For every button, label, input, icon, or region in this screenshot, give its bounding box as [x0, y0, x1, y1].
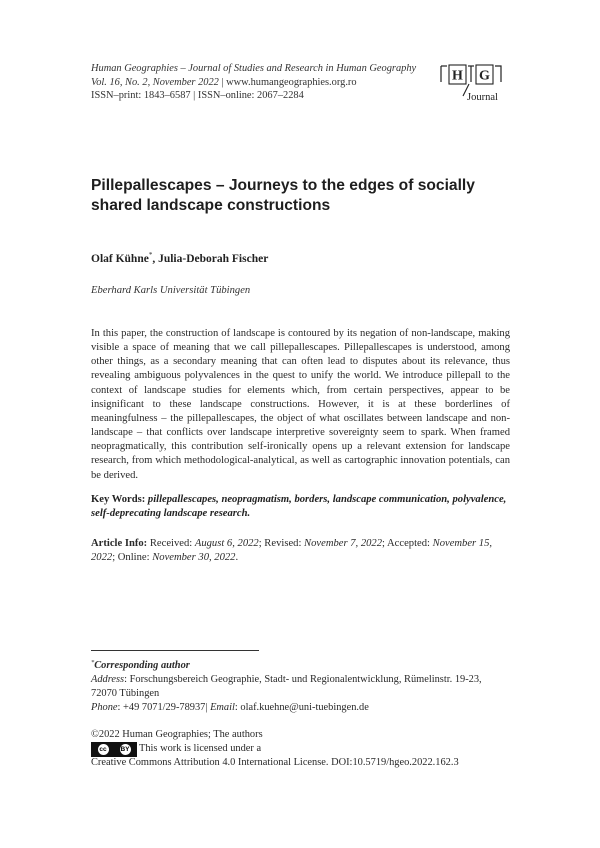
received-date: August 6, 2022	[194, 538, 259, 549]
online-date: November 30, 2022	[152, 552, 236, 564]
journal-name: Human Geographies – Journal of Studies and Research in Human Geography	[91, 63, 417, 74]
phone-value: : +49 7071/29-78937|	[117, 702, 211, 714]
author-name: Julia-Deborah Fischer	[158, 253, 269, 265]
cc-logo-icon: cc	[99, 745, 107, 753]
cc-by-badge-icon[interactable]	[91, 742, 137, 757]
logo-letter-h: H	[452, 68, 463, 84]
footnote-divider	[91, 650, 259, 651]
hg-journal-logo	[438, 62, 504, 104]
corresponding-mark: *	[148, 251, 153, 259]
address-line	[91, 673, 510, 701]
address-label: Address	[91, 674, 125, 686]
phone-label: Phone	[91, 702, 118, 714]
license-line[interactable]: Creative Commons Attribution 4.0 International License. DOI:10.5719/hgeo.2022.162.3	[91, 757, 459, 769]
affiliation: Eberhard Karls Universität Tübingen	[91, 285, 251, 296]
journal-header	[91, 62, 431, 103]
license-block	[91, 728, 521, 770]
article-info	[91, 537, 510, 565]
corresponding-author-label: Corresponding author	[94, 660, 190, 671]
volume-issue: Vol. 16, No. 2, November 2022	[91, 76, 219, 88]
keywords	[91, 493, 510, 521]
keywords-list: pillepallescapes, neopragmatism, borders, landscape communication, polyvalence, self-deprecating landscape research.	[91, 494, 507, 520]
author-list	[91, 251, 268, 265]
cc-badge-body	[92, 743, 136, 756]
licensed-text: This work is licensed under a	[139, 743, 262, 755]
article-info-label: Article Info:	[91, 538, 148, 549]
email-label: Email	[210, 702, 235, 714]
by-attribution-icon: BY	[120, 745, 130, 753]
revised-date: November 7, 2022	[304, 538, 383, 549]
volume-line: Vol. 16, No. 2, November 2022 | www.humangeographies.org.ro	[91, 76, 357, 88]
keywords-label: Key Words:	[91, 494, 146, 505]
journal-website-link[interactable]: www.humangeographies.org.ro	[226, 76, 357, 88]
article-info-end: .	[235, 552, 239, 564]
accepted-date: November 15, 2022	[91, 538, 493, 564]
contact-line	[91, 701, 510, 715]
article-title: Pillepallescapes – Journeys to the edges of socially shared landscape constructions	[91, 177, 475, 214]
email-link[interactable]: : olaf.kuehne@uni-tuebingen.de	[234, 702, 369, 714]
footnote	[91, 656, 510, 715]
copyright-line: ©2022 Human Geographies; The authors	[91, 729, 263, 740]
abstract: In this paper, the construction of landscape is contoured by its negation of non-landscape, making visible a space of meaning that we call pillepallescapes. Pillepallescapes is understood, among other things, as a secondary meaning that can often lead to disputes about its relevance, thus revealing ambiguous polyvalences in the quest to unify the world. We introduce pillepall to the context of landscape studies for elements which, from certain perspectives, appear to be insignificant to these landscape constructions. However, it is at these borderlines of meaningfulness – the pillepallescapes, the object of what oscillates between landscape and non-landscape – that conflicts over landscape interpretive sovereignty seem to spark. When framed neopragmatically, this contribution self-ironically opens up a relevant extension for landscape research, from which methodological-analytical, as well as cartographic innovation potentials, can be derived.	[91, 328, 510, 481]
footnote-mark: *	[91, 659, 95, 666]
hg-logo-graphic	[438, 62, 504, 104]
logo-letter-g: G	[479, 68, 490, 84]
corresponding-author-note	[91, 656, 510, 673]
address-value: : Forschungsbereich Geographie, Stadt- und Regionalentwicklung, Rümelinstr. 19-23, 72070 Tübingen	[91, 674, 482, 700]
author-separator: ,	[152, 253, 159, 265]
received-label: Received:	[149, 538, 193, 549]
accepted-label: ; Accepted:	[382, 538, 430, 549]
online-label: ; Online:	[112, 552, 150, 564]
logo-subtitle: Journal	[467, 92, 498, 103]
issn-line: ISSN–print: 1843–6587 | ISSN–online: 2067–2284	[91, 90, 304, 102]
author-name: Olaf Kühne	[91, 253, 149, 265]
revised-label: ; Revised:	[258, 538, 302, 549]
license-row	[91, 742, 521, 756]
